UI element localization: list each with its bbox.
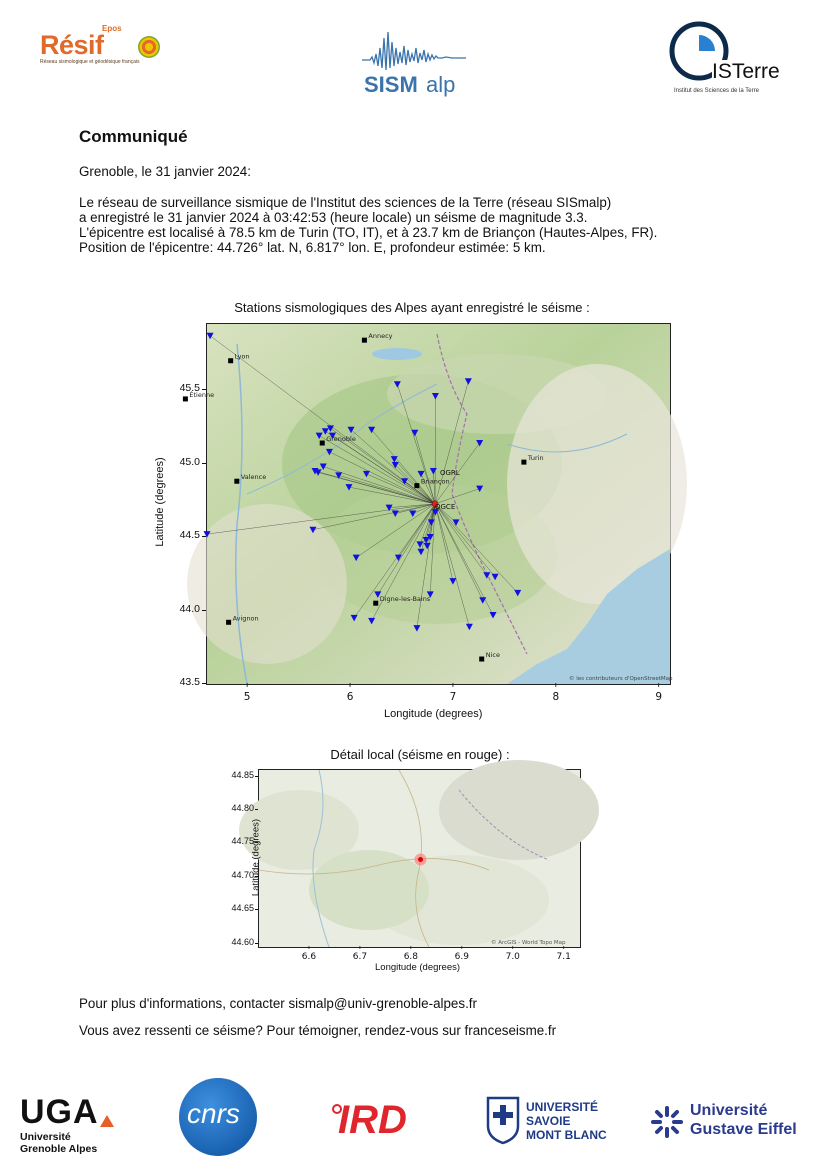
city-label: Valence — [240, 473, 267, 482]
epicenter-dot — [418, 857, 423, 862]
city-label: Étienne — [189, 390, 215, 399]
contact-line — [79, 996, 477, 1012]
map1-ylabel: Latitude (degrees) — [154, 457, 166, 547]
contact-email-link[interactable]: sismalp@univ-grenoble-alpes.fr — [288, 996, 477, 1011]
city-label: Lyon — [234, 352, 250, 361]
ytick-mark — [255, 909, 258, 910]
page-title: Communiqué — [79, 127, 188, 146]
uga-triangle-icon — [100, 1115, 114, 1127]
city-label: Nice — [485, 651, 500, 660]
map1-xlabel: Longitude (degrees) — [384, 708, 483, 720]
uga-name: UGA — [20, 1093, 99, 1131]
usmb-logo — [486, 1096, 621, 1146]
isterre-name: ISTerre — [712, 60, 780, 83]
city-square — [414, 483, 419, 488]
usmb-shield-icon — [486, 1096, 520, 1144]
city-square — [228, 358, 233, 363]
local-map-canvas — [259, 770, 580, 947]
city-label: Briançon — [420, 477, 450, 486]
xtick-label: 7.0 — [505, 952, 520, 962]
city-square — [373, 601, 378, 606]
ugeiffel-line2: Gustave Eiffel — [690, 1121, 797, 1138]
seismogram-icon — [362, 30, 466, 70]
testimony-prefix: Vous avez ressenti ce séisme? Pour témoigner, rendez-vous sur — [79, 1023, 465, 1038]
ytick-mark — [202, 683, 206, 684]
uga-logo — [20, 1095, 120, 1155]
map2-ylabel: Latitude (degrees) — [250, 818, 262, 897]
resif-name: Résif — [40, 30, 104, 60]
ytick-mark — [255, 776, 258, 777]
xtick-label: 5 — [243, 691, 251, 703]
ytick-label: 44.65 — [231, 903, 254, 914]
sismalp-light: alp — [426, 72, 456, 97]
city-square — [234, 479, 239, 484]
resif-logo — [40, 24, 165, 73]
city-label: Avignon — [232, 614, 259, 623]
usmb-line3: MONT BLANC — [526, 1128, 607, 1142]
body-line-3: L'épicentre est localisé à 78.5 km de Turin (TO, IT), et à 23.7 km de Briançon (Hautes-Alpes, FR). — [79, 225, 658, 240]
ytick-label: 44.85 — [231, 769, 254, 780]
xtick-label: 6.8 — [403, 952, 419, 962]
ytick-label: 44.70 — [231, 869, 254, 880]
arcgis-attribution: © ArcGIS - World Topo Map — [491, 940, 566, 946]
ugeiffel-line1: Université — [690, 1102, 768, 1119]
city-square — [362, 338, 367, 343]
ytick-mark — [255, 943, 258, 944]
city-square — [320, 441, 325, 446]
city-square — [479, 657, 484, 662]
ytick-label: 45.5 — [179, 382, 200, 395]
usmb-line1: UNIVERSITÉ — [526, 1100, 599, 1114]
city-label: Annecy — [368, 332, 393, 341]
dateline: Grenoble, le 31 janvier 2024: — [79, 164, 251, 179]
city-square — [521, 460, 526, 465]
city-label: Grenoble — [326, 435, 356, 444]
ugeiffel-logo — [650, 1100, 810, 1144]
local-epicenter-marker — [415, 854, 427, 866]
franceseisme-link[interactable]: franceseisme.fr — [464, 1023, 557, 1038]
ird-logo — [330, 1100, 420, 1146]
ytick-label: 44.80 — [231, 803, 254, 814]
resif-tagline: Réseau sismologique et géodésique français — [40, 59, 140, 65]
isterre-tagline: Institut des Sciences de la Terre — [674, 88, 759, 94]
ytick-label: 43.5 — [179, 676, 200, 688]
ytick-mark — [202, 536, 206, 537]
city-label: Turin — [527, 454, 544, 463]
city-label: Digne-les-Bains — [379, 595, 431, 604]
map1-title: Stations sismologiques des Alpes ayant enregistré le séisme : — [234, 300, 590, 315]
ytick-label: 44.75 — [231, 836, 254, 847]
xtick-label: 8 — [552, 691, 560, 703]
xtick-label: 7 — [449, 691, 457, 703]
local-detail-map — [258, 769, 581, 948]
xtick-label: 6.6 — [301, 952, 317, 962]
sismalp-logo — [362, 30, 466, 100]
resif-epos: Epos — [102, 24, 122, 33]
station-label-ogce: OGCE — [435, 503, 456, 511]
city-square — [183, 396, 188, 401]
ytick-mark — [202, 610, 206, 611]
uga-line1: Université — [20, 1131, 71, 1143]
isterre-logo — [668, 20, 778, 100]
map2-xlabel: Longitude (degrees) — [375, 962, 461, 973]
ytick-label: 45.0 — [179, 455, 200, 468]
xtick-label: 9 — [655, 691, 663, 703]
sismalp-bold: SISM — [364, 72, 418, 97]
cnrs-name: cnrs — [187, 1098, 240, 1129]
body-line-2: a enregistré le 31 janvier 2024 à 03:42:53 (heure locale) un séisme de magnitude 3.3. — [79, 210, 588, 225]
ytick-label: 44.5 — [179, 529, 200, 542]
uga-line2: Grenoble Alpes — [20, 1143, 98, 1155]
body-line-1: Le réseau de surveillance sismique de l'Institut des sciences de la Terre (réseau SISmalp) — [79, 195, 612, 210]
city-square — [226, 620, 231, 625]
map2-title: Détail local (séisme en rouge) : — [330, 747, 510, 762]
contact-prefix: Pour plus d'informations, contacter — [79, 996, 289, 1011]
osm-attribution: © les contributeurs d'OpenStreetMap — [569, 676, 673, 682]
station-label-ogrl: OGRL — [440, 469, 460, 477]
ugeiffel-star-icon — [650, 1105, 684, 1139]
ytick-mark — [202, 463, 206, 464]
usmb-line2: SAVOIE — [526, 1114, 571, 1128]
testimony-line — [79, 1023, 556, 1039]
cnrs-logo — [179, 1078, 257, 1156]
ird-name: IRD — [338, 1098, 407, 1142]
ytick-label: 44.0 — [179, 602, 200, 615]
ytick-label: 44.60 — [231, 936, 254, 947]
body-line-4: Position de l'épicentre: 44.726° lat. N, 6.817° lon. E, profondeur estimée: 5 km. — [79, 240, 546, 255]
resif-target-icon — [138, 36, 160, 58]
ytick-mark — [202, 389, 206, 390]
xtick-label: 7.1 — [556, 952, 571, 962]
xtick-label: 6.7 — [352, 952, 368, 962]
xtick-label: 6 — [346, 691, 354, 703]
xtick-label: 6.9 — [454, 952, 469, 962]
